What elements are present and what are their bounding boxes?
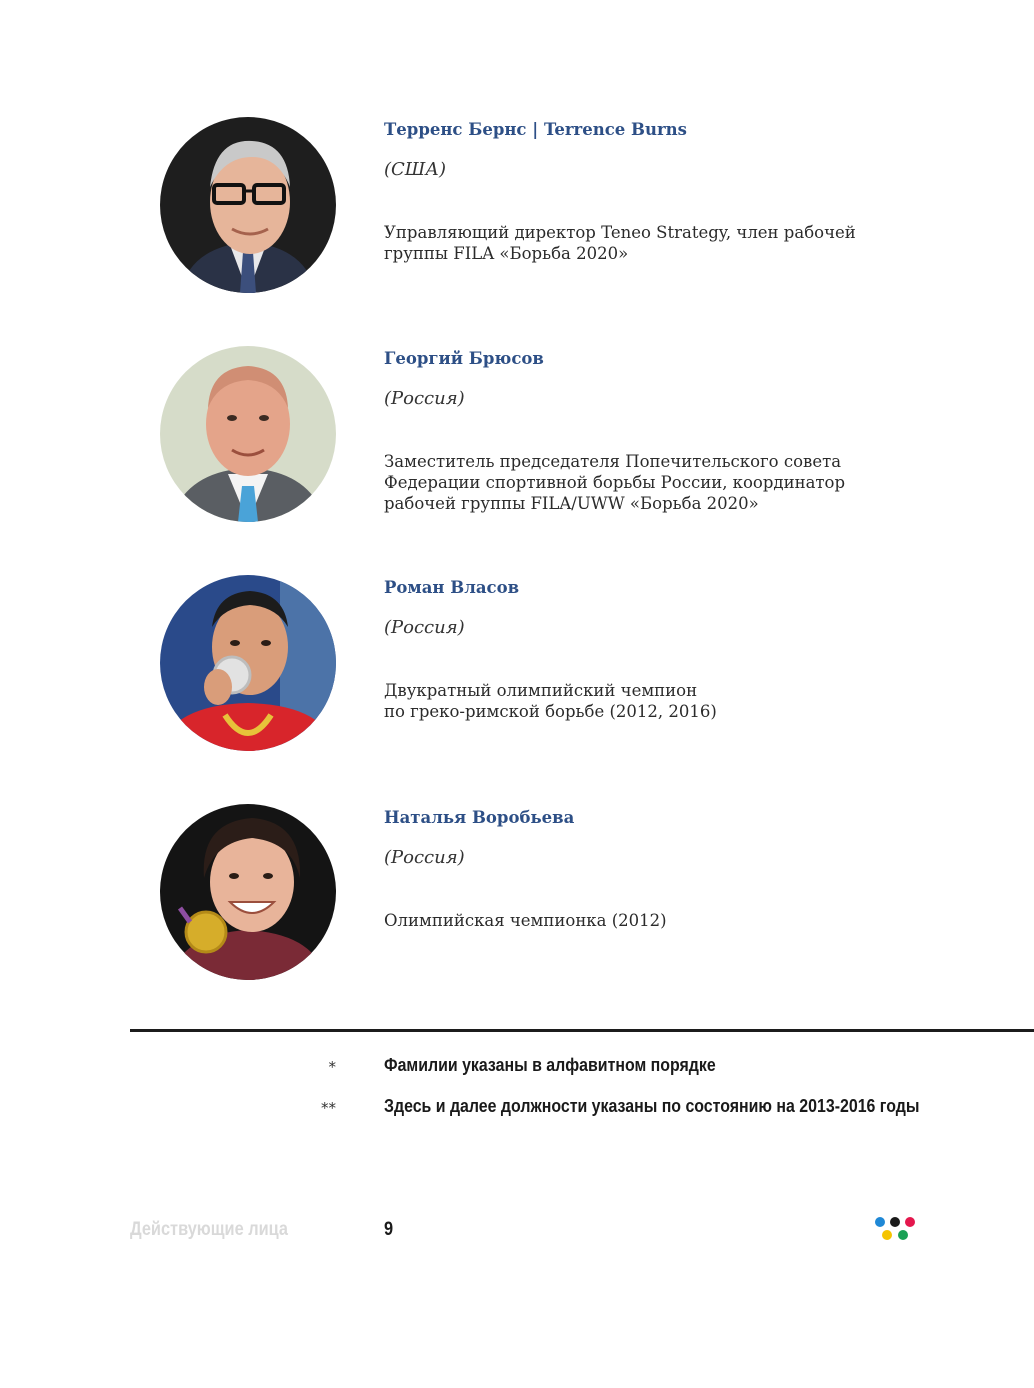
footnote-mark: ** — [321, 1099, 336, 1117]
olympic-rings-logo — [873, 1215, 917, 1241]
description-line: Федерации спортивной борьбы России, координатор — [384, 473, 846, 492]
logo-dot — [898, 1230, 908, 1240]
footnote-text: Фамилии указаны в алфавитном порядке — [384, 1054, 716, 1075]
page-number: 9 — [384, 1219, 394, 1240]
person-name: Георгий Брюсов — [384, 349, 544, 368]
description-line: рабочей группы FILA/UWW «Борьба 2020» — [384, 494, 759, 513]
description-line: по греко-римской борьбе (2012, 2016) — [384, 702, 717, 721]
person-name: Наталья Воробьева — [384, 808, 575, 827]
person-country: (Россия) — [384, 388, 465, 409]
description-line: Заместитель председателя Попечительского совета — [384, 452, 842, 471]
description-line: Управляющий директор Teneo Strategy, член рабочей — [384, 223, 856, 242]
portrait-photo — [160, 346, 336, 522]
logo-dot — [905, 1217, 915, 1227]
footnote-mark: * — [328, 1058, 336, 1076]
person-description — [384, 451, 904, 514]
person-country: (США) — [384, 159, 446, 180]
person-name: Роман Власов — [384, 578, 520, 597]
person-description — [384, 680, 904, 722]
description-line: Двукратный олимпийский чемпион — [384, 681, 698, 700]
logo-dot — [875, 1217, 885, 1227]
person-description — [384, 910, 904, 931]
logo-dot — [882, 1230, 892, 1240]
description-line: группы FILA «Борьба 2020» — [384, 244, 629, 263]
logo-dot — [890, 1217, 900, 1227]
footer-section-title: Действующие лица — [130, 1219, 288, 1240]
footnote-text: Здесь и далее должности указаны по состоянию на 2013-2016 годы — [384, 1095, 920, 1116]
portrait-photo — [160, 117, 336, 293]
portrait-photo — [160, 575, 336, 751]
person-country: (Россия) — [384, 617, 465, 638]
person-description — [384, 222, 904, 264]
portrait-photo — [160, 804, 336, 980]
section-divider — [130, 1029, 1034, 1032]
person-country: (Россия) — [384, 847, 465, 868]
footnote — [0, 1095, 1034, 1121]
person-name: Терренс Бернс | Terrence Burns — [384, 120, 687, 139]
description-line: Олимпийская чемпионка (2012) — [384, 911, 667, 930]
footnote — [0, 1054, 1034, 1080]
